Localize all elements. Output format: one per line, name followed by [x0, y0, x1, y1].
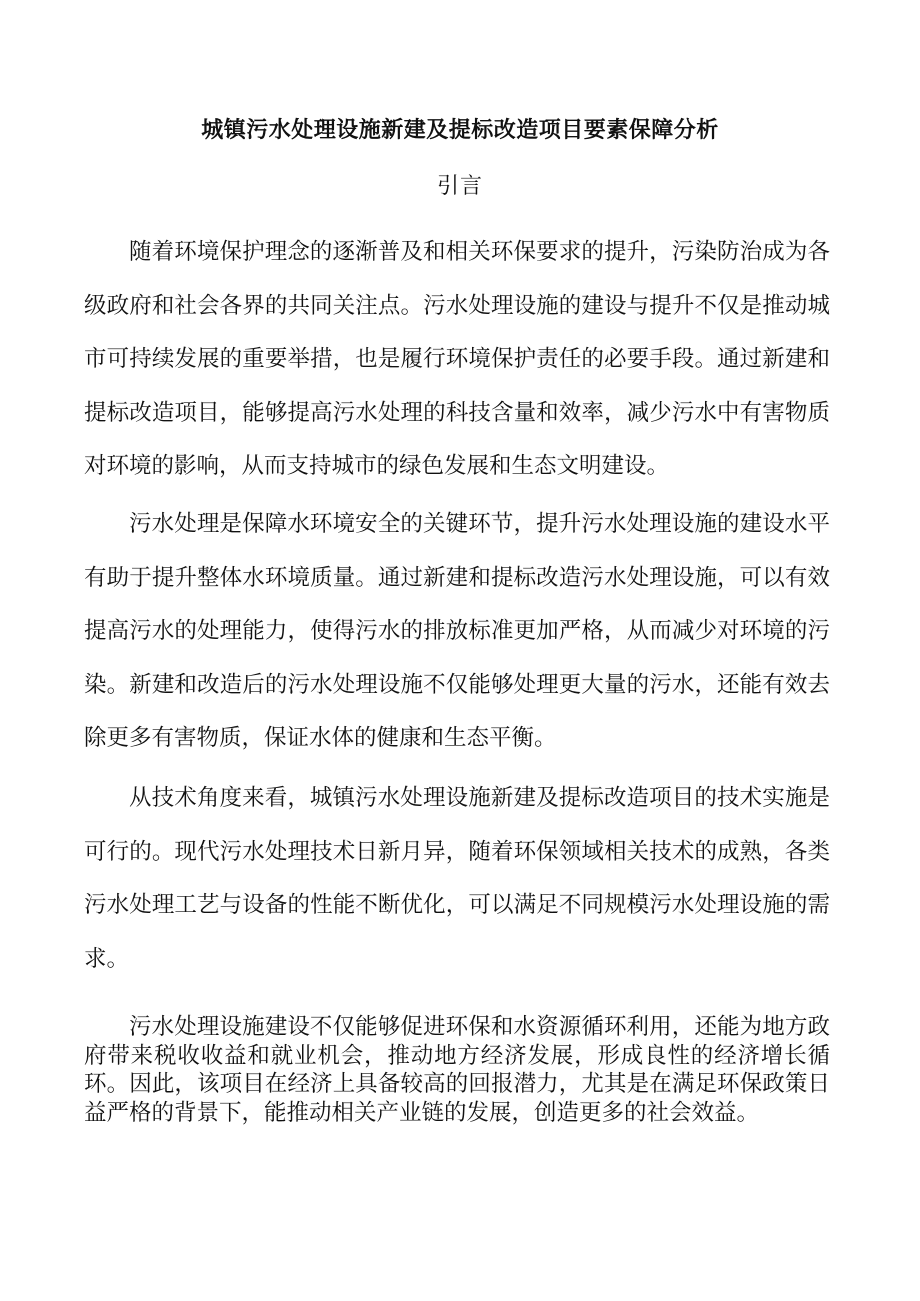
paragraph-4: 污水处理设施建设不仅能够促进环保和水资源循环利用，还能为地方政府带来税收收益和就业机会，推动地方经济发展，形成良性的经济增长循环。因此，该项目在经济上具备较高的回报潜力，尤其是在满足环保政策日益严格的背景下，能推动相关产业链的发展，创造更多的社会效益。	[84, 1014, 830, 1126]
document-title: 城镇污水处理设施新建及提标改造项目要素保障分析	[201, 118, 719, 143]
paragraph-3: 从技术角度来看，城镇污水处理设施新建及提标改造项目的技术实施是可行的。现代污水处理技术日新月异，随着环保领域相关技术的成熟，各类污水处理工艺与设备的性能不断优化，可以满足不同规模污水处理设施的需求。	[84, 785, 830, 972]
paragraph-1: 随着环境保护理念的逐渐普及和相关环保要求的提升，污染防治成为各级政府和社会各界的共同关注点。污水处理设施的建设与提升不仅是推动城市可持续发展的重要举措，也是履行环境保护责任的必要手段。通过新建和提标改造项目，能够提高污水处理的科技含量和效率，减少污水中有害物质对环境的影响，从而支持城市的绿色发展和生态文明建设。	[84, 239, 830, 479]
paragraph-2: 污水处理是保障水环境安全的关键环节，提升污水处理设施的建设水平有助于提升整体水环境质量。通过新建和提标改造污水处理设施，可以有效提高污水的处理能力，使得污水的排放标准更加严格，从而减少对环境的污染。新建和改造后的污水处理设施不仅能够处理更大量的污水，还能有效去除更多有害物质，保证水体的健康和生态平衡。	[84, 511, 830, 751]
section-heading: 引言	[436, 174, 483, 199]
